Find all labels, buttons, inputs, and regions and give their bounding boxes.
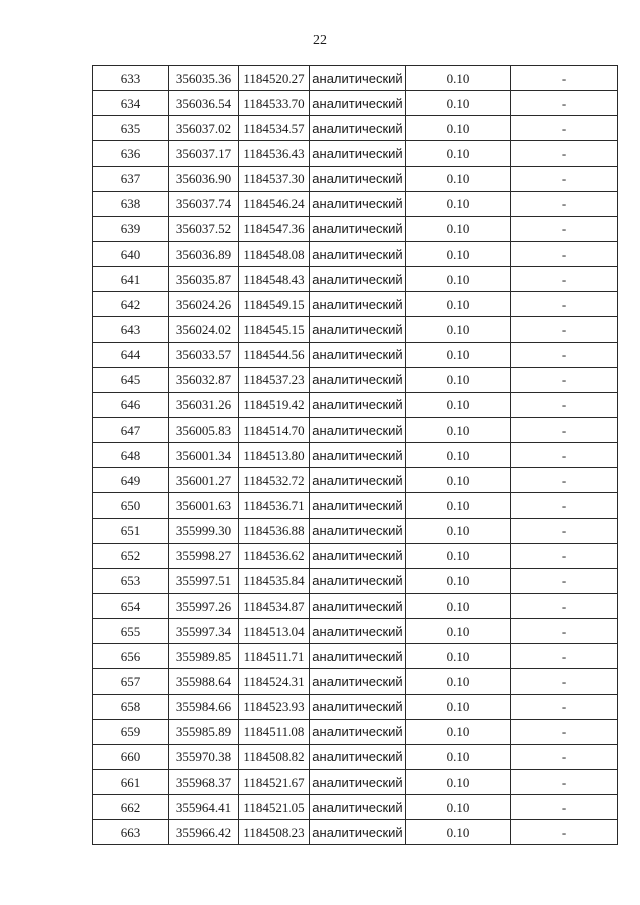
point-number-cell: 647 <box>93 417 169 442</box>
y-coordinate-cell: 1184524.31 <box>239 669 310 694</box>
x-coordinate-cell: 356032.87 <box>169 367 239 392</box>
method-cell: аналитический <box>310 292 406 317</box>
x-coordinate-cell: 356033.57 <box>169 342 239 367</box>
method-cell: аналитический <box>310 443 406 468</box>
point-number-cell: 648 <box>93 443 169 468</box>
point-number-cell: 656 <box>93 644 169 669</box>
x-coordinate-cell: 356037.74 <box>169 191 239 216</box>
description-cell: - <box>511 493 618 518</box>
table-row <box>93 292 618 317</box>
method-cell: аналитический <box>310 644 406 669</box>
table-row <box>93 141 618 166</box>
accuracy-cell: 0.10 <box>406 669 511 694</box>
point-number-cell: 634 <box>93 91 169 116</box>
accuracy-cell: 0.10 <box>406 141 511 166</box>
table-row <box>93 769 618 794</box>
y-coordinate-cell: 1184511.71 <box>239 644 310 669</box>
accuracy-cell: 0.10 <box>406 518 511 543</box>
method-cell: аналитический <box>310 719 406 744</box>
table-row <box>93 317 618 342</box>
x-coordinate-cell: 356031.26 <box>169 392 239 417</box>
table-row <box>93 468 618 493</box>
description-cell: - <box>511 141 618 166</box>
description-cell: - <box>511 91 618 116</box>
table-row <box>93 543 618 568</box>
x-coordinate-cell: 355997.51 <box>169 568 239 593</box>
x-coordinate-cell: 356024.02 <box>169 317 239 342</box>
point-number-cell: 658 <box>93 694 169 719</box>
accuracy-cell: 0.10 <box>406 216 511 241</box>
y-coordinate-cell: 1184534.87 <box>239 593 310 618</box>
x-coordinate-cell: 355964.41 <box>169 795 239 820</box>
description-cell: - <box>511 795 618 820</box>
table-row <box>93 116 618 141</box>
accuracy-cell: 0.10 <box>406 443 511 468</box>
point-number-cell: 639 <box>93 216 169 241</box>
accuracy-cell: 0.10 <box>406 66 511 91</box>
description-cell: - <box>511 342 618 367</box>
method-cell: аналитический <box>310 166 406 191</box>
y-coordinate-cell: 1184535.84 <box>239 568 310 593</box>
accuracy-cell: 0.10 <box>406 367 511 392</box>
x-coordinate-cell: 356005.83 <box>169 417 239 442</box>
point-number-cell: 663 <box>93 820 169 845</box>
accuracy-cell: 0.10 <box>406 820 511 845</box>
table-row <box>93 694 618 719</box>
y-coordinate-cell: 1184534.57 <box>239 116 310 141</box>
point-number-cell: 655 <box>93 619 169 644</box>
x-coordinate-cell: 355970.38 <box>169 744 239 769</box>
y-coordinate-cell: 1184511.08 <box>239 719 310 744</box>
y-coordinate-cell: 1184544.56 <box>239 342 310 367</box>
x-coordinate-cell: 356037.17 <box>169 141 239 166</box>
table-row <box>93 367 618 392</box>
table-row <box>93 443 618 468</box>
method-cell: аналитический <box>310 543 406 568</box>
y-coordinate-cell: 1184508.23 <box>239 820 310 845</box>
y-coordinate-cell: 1184547.36 <box>239 216 310 241</box>
table-row <box>93 392 618 417</box>
point-number-cell: 641 <box>93 267 169 292</box>
description-cell: - <box>511 443 618 468</box>
y-coordinate-cell: 1184532.72 <box>239 468 310 493</box>
page-number: 22 <box>313 33 327 48</box>
description-cell: - <box>511 468 618 493</box>
y-coordinate-cell: 1184536.88 <box>239 518 310 543</box>
x-coordinate-cell: 355968.37 <box>169 769 239 794</box>
x-coordinate-cell: 356036.54 <box>169 91 239 116</box>
method-cell: аналитический <box>310 493 406 518</box>
point-number-cell: 646 <box>93 392 169 417</box>
point-number-cell: 661 <box>93 769 169 794</box>
accuracy-cell: 0.10 <box>406 619 511 644</box>
description-cell: - <box>511 568 618 593</box>
method-cell: аналитический <box>310 468 406 493</box>
x-coordinate-cell: 356035.87 <box>169 267 239 292</box>
method-cell: аналитический <box>310 417 406 442</box>
x-coordinate-cell: 355998.27 <box>169 543 239 568</box>
method-cell: аналитический <box>310 593 406 618</box>
table-row <box>93 66 618 91</box>
x-coordinate-cell: 356035.36 <box>169 66 239 91</box>
accuracy-cell: 0.10 <box>406 191 511 216</box>
point-number-cell: 637 <box>93 166 169 191</box>
table-row <box>93 795 618 820</box>
accuracy-cell: 0.10 <box>406 267 511 292</box>
accuracy-cell: 0.10 <box>406 744 511 769</box>
accuracy-cell: 0.10 <box>406 292 511 317</box>
accuracy-cell: 0.10 <box>406 719 511 744</box>
table-row <box>93 619 618 644</box>
method-cell: аналитический <box>310 568 406 593</box>
description-cell: - <box>511 644 618 669</box>
x-coordinate-cell: 355999.30 <box>169 518 239 543</box>
point-number-cell: 640 <box>93 241 169 266</box>
y-coordinate-cell: 1184546.24 <box>239 191 310 216</box>
x-coordinate-cell: 356024.26 <box>169 292 239 317</box>
method-cell: аналитический <box>310 66 406 91</box>
point-number-cell: 653 <box>93 568 169 593</box>
description-cell: - <box>511 820 618 845</box>
point-number-cell: 642 <box>93 292 169 317</box>
description-cell: - <box>511 392 618 417</box>
coordinates-table-body <box>93 66 618 845</box>
description-cell: - <box>511 216 618 241</box>
y-coordinate-cell: 1184537.30 <box>239 166 310 191</box>
point-number-cell: 645 <box>93 367 169 392</box>
accuracy-cell: 0.10 <box>406 417 511 442</box>
point-number-cell: 650 <box>93 493 169 518</box>
table-row <box>93 744 618 769</box>
table-row <box>93 644 618 669</box>
method-cell: аналитический <box>310 769 406 794</box>
method-cell: аналитический <box>310 317 406 342</box>
accuracy-cell: 0.10 <box>406 91 511 116</box>
description-cell: - <box>511 417 618 442</box>
method-cell: аналитический <box>310 744 406 769</box>
description-cell: - <box>511 317 618 342</box>
accuracy-cell: 0.10 <box>406 593 511 618</box>
description-cell: - <box>511 744 618 769</box>
description-cell: - <box>511 769 618 794</box>
accuracy-cell: 0.10 <box>406 493 511 518</box>
description-cell: - <box>511 694 618 719</box>
y-coordinate-cell: 1184537.23 <box>239 367 310 392</box>
y-coordinate-cell: 1184519.42 <box>239 392 310 417</box>
y-coordinate-cell: 1184548.08 <box>239 241 310 266</box>
point-number-cell: 635 <box>93 116 169 141</box>
y-coordinate-cell: 1184536.71 <box>239 493 310 518</box>
method-cell: аналитический <box>310 267 406 292</box>
description-cell: - <box>511 543 618 568</box>
x-coordinate-cell: 356001.27 <box>169 468 239 493</box>
table-row <box>93 518 618 543</box>
method-cell: аналитический <box>310 694 406 719</box>
x-coordinate-cell: 355988.64 <box>169 669 239 694</box>
table-row <box>93 568 618 593</box>
y-coordinate-cell: 1184513.04 <box>239 619 310 644</box>
table-row <box>93 216 618 241</box>
point-number-cell: 652 <box>93 543 169 568</box>
point-number-cell: 654 <box>93 593 169 618</box>
point-number-cell: 651 <box>93 518 169 543</box>
point-number-cell: 638 <box>93 191 169 216</box>
accuracy-cell: 0.10 <box>406 116 511 141</box>
description-cell: - <box>511 66 618 91</box>
table-row <box>93 241 618 266</box>
accuracy-cell: 0.10 <box>406 694 511 719</box>
table-row <box>93 493 618 518</box>
method-cell: аналитический <box>310 241 406 266</box>
x-coordinate-cell: 356036.89 <box>169 241 239 266</box>
table-row <box>93 267 618 292</box>
description-cell: - <box>511 292 618 317</box>
accuracy-cell: 0.10 <box>406 644 511 669</box>
point-number-cell: 660 <box>93 744 169 769</box>
description-cell: - <box>511 619 618 644</box>
method-cell: аналитический <box>310 619 406 644</box>
x-coordinate-cell: 355966.42 <box>169 820 239 845</box>
x-coordinate-cell: 356037.52 <box>169 216 239 241</box>
y-coordinate-cell: 1184536.62 <box>239 543 310 568</box>
point-number-cell: 643 <box>93 317 169 342</box>
accuracy-cell: 0.10 <box>406 317 511 342</box>
method-cell: аналитический <box>310 216 406 241</box>
x-coordinate-cell: 356001.63 <box>169 493 239 518</box>
description-cell: - <box>511 241 618 266</box>
x-coordinate-cell: 356037.02 <box>169 116 239 141</box>
description-cell: - <box>511 518 618 543</box>
description-cell: - <box>511 166 618 191</box>
point-number-cell: 649 <box>93 468 169 493</box>
accuracy-cell: 0.10 <box>406 769 511 794</box>
method-cell: аналитический <box>310 342 406 367</box>
table-row <box>93 91 618 116</box>
y-coordinate-cell: 1184548.43 <box>239 267 310 292</box>
x-coordinate-cell: 355997.34 <box>169 619 239 644</box>
method-cell: аналитический <box>310 91 406 116</box>
method-cell: аналитический <box>310 795 406 820</box>
point-number-cell: 659 <box>93 719 169 744</box>
method-cell: аналитический <box>310 367 406 392</box>
accuracy-cell: 0.10 <box>406 795 511 820</box>
table-row <box>93 166 618 191</box>
description-cell: - <box>511 367 618 392</box>
description-cell: - <box>511 669 618 694</box>
accuracy-cell: 0.10 <box>406 543 511 568</box>
x-coordinate-cell: 356036.90 <box>169 166 239 191</box>
table-row <box>93 417 618 442</box>
method-cell: аналитический <box>310 191 406 216</box>
x-coordinate-cell: 355989.85 <box>169 644 239 669</box>
x-coordinate-cell: 355997.26 <box>169 593 239 618</box>
table-row <box>93 191 618 216</box>
accuracy-cell: 0.10 <box>406 166 511 191</box>
accuracy-cell: 0.10 <box>406 392 511 417</box>
accuracy-cell: 0.10 <box>406 241 511 266</box>
x-coordinate-cell: 355985.89 <box>169 719 239 744</box>
method-cell: аналитический <box>310 820 406 845</box>
description-cell: - <box>511 267 618 292</box>
table-row <box>93 719 618 744</box>
table-row <box>93 669 618 694</box>
method-cell: аналитический <box>310 669 406 694</box>
point-number-cell: 636 <box>93 141 169 166</box>
accuracy-cell: 0.10 <box>406 342 511 367</box>
description-cell: - <box>511 191 618 216</box>
method-cell: аналитический <box>310 116 406 141</box>
accuracy-cell: 0.10 <box>406 568 511 593</box>
y-coordinate-cell: 1184523.93 <box>239 694 310 719</box>
x-coordinate-cell: 356001.34 <box>169 443 239 468</box>
description-cell: - <box>511 593 618 618</box>
method-cell: аналитический <box>310 141 406 166</box>
y-coordinate-cell: 1184521.05 <box>239 795 310 820</box>
point-number-cell: 644 <box>93 342 169 367</box>
y-coordinate-cell: 1184520.27 <box>239 66 310 91</box>
y-coordinate-cell: 1184521.67 <box>239 769 310 794</box>
method-cell: аналитический <box>310 392 406 417</box>
method-cell: аналитический <box>310 518 406 543</box>
coordinates-table <box>92 65 618 845</box>
point-number-cell: 662 <box>93 795 169 820</box>
y-coordinate-cell: 1184536.43 <box>239 141 310 166</box>
accuracy-cell: 0.10 <box>406 468 511 493</box>
table-row <box>93 820 618 845</box>
table-row <box>93 593 618 618</box>
point-number-cell: 657 <box>93 669 169 694</box>
y-coordinate-cell: 1184533.70 <box>239 91 310 116</box>
y-coordinate-cell: 1184513.80 <box>239 443 310 468</box>
description-cell: - <box>511 719 618 744</box>
table-row <box>93 342 618 367</box>
y-coordinate-cell: 1184508.82 <box>239 744 310 769</box>
y-coordinate-cell: 1184549.15 <box>239 292 310 317</box>
y-coordinate-cell: 1184514.70 <box>239 417 310 442</box>
point-number-cell: 633 <box>93 66 169 91</box>
y-coordinate-cell: 1184545.15 <box>239 317 310 342</box>
x-coordinate-cell: 355984.66 <box>169 694 239 719</box>
description-cell: - <box>511 116 618 141</box>
